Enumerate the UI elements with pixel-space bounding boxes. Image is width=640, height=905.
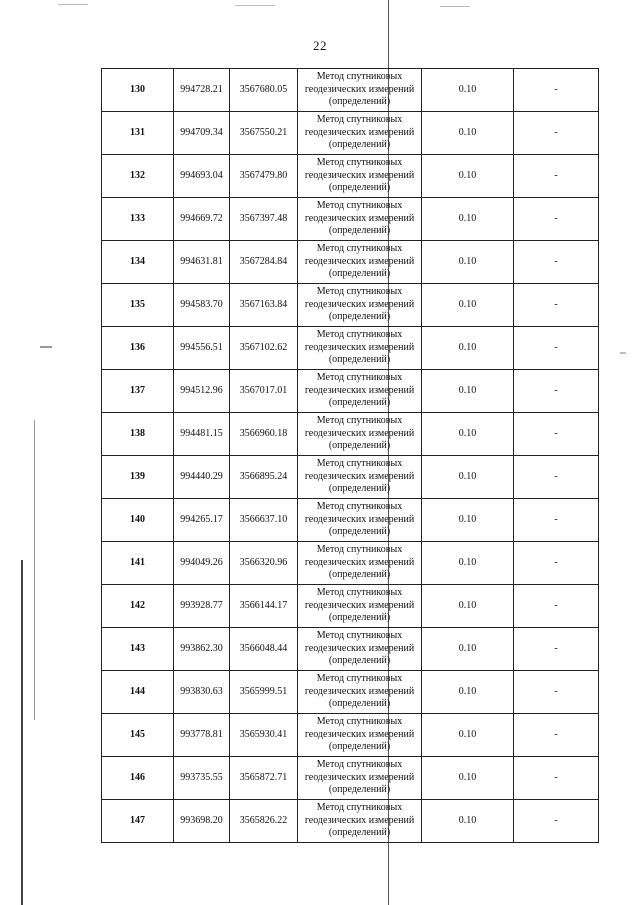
method-cell (298, 542, 422, 585)
x-coordinate-cell: 994669.72 (174, 198, 230, 241)
x-coordinate-cell: 994481.15 (174, 413, 230, 456)
note-cell: - (514, 241, 599, 284)
y-coordinate-cell: 3566895.24 (230, 456, 298, 499)
method-cell (298, 714, 422, 757)
note-cell: - (514, 69, 599, 112)
table-row (102, 155, 599, 198)
method-cell (298, 456, 422, 499)
note-cell: - (514, 155, 599, 198)
method-line: (определений) (328, 96, 391, 108)
point-number-cell: 141 (102, 542, 174, 585)
method-cell (298, 499, 422, 542)
x-coordinate-cell: 994583.70 (174, 284, 230, 327)
method-line: геодезических измерений (304, 556, 415, 568)
y-coordinate-cell: 3565872.71 (230, 757, 298, 800)
note-cell: - (514, 413, 599, 456)
note-cell: - (514, 112, 599, 155)
method-line: геодезических измерений (304, 212, 415, 224)
point-number-cell: 132 (102, 155, 174, 198)
table-row (102, 112, 599, 155)
accuracy-cell: 0.10 (422, 112, 514, 155)
method-line: Метод спутниковых (316, 157, 403, 169)
note-cell: - (514, 628, 599, 671)
table-row (102, 241, 599, 284)
note-cell: - (514, 757, 599, 800)
method-cell (298, 284, 422, 327)
method-line: (определений) (328, 526, 391, 538)
method-line: геодезических измерений (304, 513, 415, 525)
accuracy-cell: 0.10 (422, 800, 514, 843)
note-cell: - (514, 585, 599, 628)
y-coordinate-cell: 3567680.05 (230, 69, 298, 112)
method-cell (298, 585, 422, 628)
method-line: Метод спутниковых (316, 802, 403, 814)
x-coordinate-cell: 993862.30 (174, 628, 230, 671)
method-line: (определений) (328, 741, 391, 753)
table-row (102, 499, 599, 542)
method-cell (298, 69, 422, 112)
scan-artifact-left-faint-line (34, 420, 35, 720)
coordinates-table (101, 68, 599, 843)
table-row (102, 456, 599, 499)
method-line: геодезических измерений (304, 341, 415, 353)
y-coordinate-cell: 3567479.80 (230, 155, 298, 198)
method-line: (определений) (328, 698, 391, 710)
x-coordinate-cell: 993830.63 (174, 671, 230, 714)
table-row (102, 413, 599, 456)
table-row (102, 327, 599, 370)
scan-speck (58, 4, 88, 5)
point-number-cell: 142 (102, 585, 174, 628)
method-line: (определений) (328, 655, 391, 667)
x-coordinate-cell: 994709.34 (174, 112, 230, 155)
method-line: геодезических измерений (304, 814, 415, 826)
y-coordinate-cell: 3565999.51 (230, 671, 298, 714)
method-line: геодезических измерений (304, 728, 415, 740)
accuracy-cell: 0.10 (422, 241, 514, 284)
method-line: Метод спутниковых (316, 458, 403, 470)
point-number-cell: 143 (102, 628, 174, 671)
table-row (102, 370, 599, 413)
accuracy-cell: 0.10 (422, 499, 514, 542)
table-row (102, 757, 599, 800)
point-number-cell: 134 (102, 241, 174, 284)
accuracy-cell: 0.10 (422, 69, 514, 112)
y-coordinate-cell: 3566144.17 (230, 585, 298, 628)
x-coordinate-cell: 994512.96 (174, 370, 230, 413)
note-cell: - (514, 800, 599, 843)
method-line: (определений) (328, 268, 391, 280)
method-cell (298, 155, 422, 198)
method-cell (298, 112, 422, 155)
method-line: (определений) (328, 182, 391, 194)
y-coordinate-cell: 3567102.62 (230, 327, 298, 370)
note-cell: - (514, 370, 599, 413)
accuracy-cell: 0.10 (422, 671, 514, 714)
method-cell (298, 370, 422, 413)
accuracy-cell: 0.10 (422, 628, 514, 671)
point-number-cell: 137 (102, 370, 174, 413)
point-number-cell: 146 (102, 757, 174, 800)
method-cell (298, 198, 422, 241)
accuracy-cell: 0.10 (422, 757, 514, 800)
method-line: Метод спутниковых (316, 501, 403, 513)
scan-speck (620, 352, 626, 354)
method-line: Метод спутниковых (316, 243, 403, 255)
method-line: Метод спутниковых (316, 587, 403, 599)
point-number-cell: 131 (102, 112, 174, 155)
x-coordinate-cell: 993928.77 (174, 585, 230, 628)
y-coordinate-cell: 3565930.41 (230, 714, 298, 757)
method-cell (298, 628, 422, 671)
accuracy-cell: 0.10 (422, 456, 514, 499)
method-cell (298, 671, 422, 714)
y-coordinate-cell: 3566320.96 (230, 542, 298, 585)
accuracy-cell: 0.10 (422, 585, 514, 628)
point-number-cell: 136 (102, 327, 174, 370)
table-row (102, 800, 599, 843)
x-coordinate-cell: 994728.21 (174, 69, 230, 112)
method-line: Метод спутниковых (316, 673, 403, 685)
point-number-cell: 139 (102, 456, 174, 499)
note-cell: - (514, 499, 599, 542)
method-line: (определений) (328, 354, 391, 366)
table-row (102, 69, 599, 112)
point-number-cell: 138 (102, 413, 174, 456)
table-row (102, 198, 599, 241)
method-cell (298, 757, 422, 800)
method-line: (определений) (328, 612, 391, 624)
table-row (102, 542, 599, 585)
method-line: (определений) (328, 483, 391, 495)
method-line: Метод спутниковых (316, 372, 403, 384)
method-line: (определений) (328, 225, 391, 237)
x-coordinate-cell: 994265.17 (174, 499, 230, 542)
method-line: Метод спутниковых (316, 759, 403, 771)
method-line: (определений) (328, 311, 391, 323)
scan-speck (40, 346, 52, 348)
accuracy-cell: 0.10 (422, 714, 514, 757)
note-cell: - (514, 714, 599, 757)
method-line: геодезических измерений (304, 169, 415, 181)
accuracy-cell: 0.10 (422, 413, 514, 456)
point-number-cell: 144 (102, 671, 174, 714)
method-line: (определений) (328, 827, 391, 839)
x-coordinate-cell: 993778.81 (174, 714, 230, 757)
method-line: геодезических измерений (304, 427, 415, 439)
accuracy-cell: 0.10 (422, 284, 514, 327)
scan-artifact-left-edge-line (21, 560, 23, 905)
method-line: Метод спутниковых (316, 329, 403, 341)
note-cell: - (514, 327, 599, 370)
table-row (102, 714, 599, 757)
accuracy-cell: 0.10 (422, 198, 514, 241)
method-cell (298, 800, 422, 843)
y-coordinate-cell: 3566960.18 (230, 413, 298, 456)
method-line: (определений) (328, 139, 391, 151)
method-line: Метод спутниковых (316, 415, 403, 427)
method-line: Метод спутниковых (316, 544, 403, 556)
accuracy-cell: 0.10 (422, 327, 514, 370)
note-cell: - (514, 542, 599, 585)
x-coordinate-cell: 994556.51 (174, 327, 230, 370)
method-line: геодезических измерений (304, 470, 415, 482)
point-number-cell: 147 (102, 800, 174, 843)
method-line: геодезических измерений (304, 126, 415, 138)
method-line: Метод спутниковых (316, 200, 403, 212)
method-cell (298, 241, 422, 284)
method-cell (298, 327, 422, 370)
x-coordinate-cell: 994631.81 (174, 241, 230, 284)
coordinates-table-body (102, 69, 599, 843)
y-coordinate-cell: 3567017.01 (230, 370, 298, 413)
method-line: геодезических измерений (304, 642, 415, 654)
x-coordinate-cell: 993698.20 (174, 800, 230, 843)
note-cell: - (514, 284, 599, 327)
scan-speck (440, 6, 470, 7)
note-cell: - (514, 198, 599, 241)
method-line: геодезических измерений (304, 771, 415, 783)
point-number-cell: 135 (102, 284, 174, 327)
method-line: Метод спутниковых (316, 286, 403, 298)
scan-speck (235, 5, 275, 6)
method-line: Метод спутниковых (316, 630, 403, 642)
method-line: Метод спутниковых (316, 71, 403, 83)
method-line: (определений) (328, 397, 391, 409)
method-line: Метод спутниковых (316, 114, 403, 126)
y-coordinate-cell: 3567284.84 (230, 241, 298, 284)
method-line: Метод спутниковых (316, 716, 403, 728)
page-number: 22 (313, 38, 327, 53)
point-number-cell: 140 (102, 499, 174, 542)
accuracy-cell: 0.10 (422, 370, 514, 413)
point-number-cell: 133 (102, 198, 174, 241)
y-coordinate-cell: 3567163.84 (230, 284, 298, 327)
method-line: геодезических измерений (304, 83, 415, 95)
method-cell (298, 413, 422, 456)
y-coordinate-cell: 3566048.44 (230, 628, 298, 671)
method-line: геодезических измерений (304, 298, 415, 310)
accuracy-cell: 0.10 (422, 542, 514, 585)
table-row (102, 284, 599, 327)
method-line: (определений) (328, 569, 391, 581)
point-number-cell: 145 (102, 714, 174, 757)
method-line: геодезических измерений (304, 255, 415, 267)
x-coordinate-cell: 994049.26 (174, 542, 230, 585)
method-line: геодезических измерений (304, 599, 415, 611)
x-coordinate-cell: 994440.29 (174, 456, 230, 499)
accuracy-cell: 0.10 (422, 155, 514, 198)
note-cell: - (514, 671, 599, 714)
method-line: (определений) (328, 784, 391, 796)
y-coordinate-cell: 3567550.21 (230, 112, 298, 155)
y-coordinate-cell: 3567397.48 (230, 198, 298, 241)
x-coordinate-cell: 993735.55 (174, 757, 230, 800)
table-row (102, 628, 599, 671)
method-line: геодезических измерений (304, 685, 415, 697)
method-line: (определений) (328, 440, 391, 452)
y-coordinate-cell: 3565826.22 (230, 800, 298, 843)
method-line: геодезических измерений (304, 384, 415, 396)
x-coordinate-cell: 994693.04 (174, 155, 230, 198)
y-coordinate-cell: 3566637.10 (230, 499, 298, 542)
table-row (102, 585, 599, 628)
note-cell: - (514, 456, 599, 499)
point-number-cell: 130 (102, 69, 174, 112)
table-row (102, 671, 599, 714)
